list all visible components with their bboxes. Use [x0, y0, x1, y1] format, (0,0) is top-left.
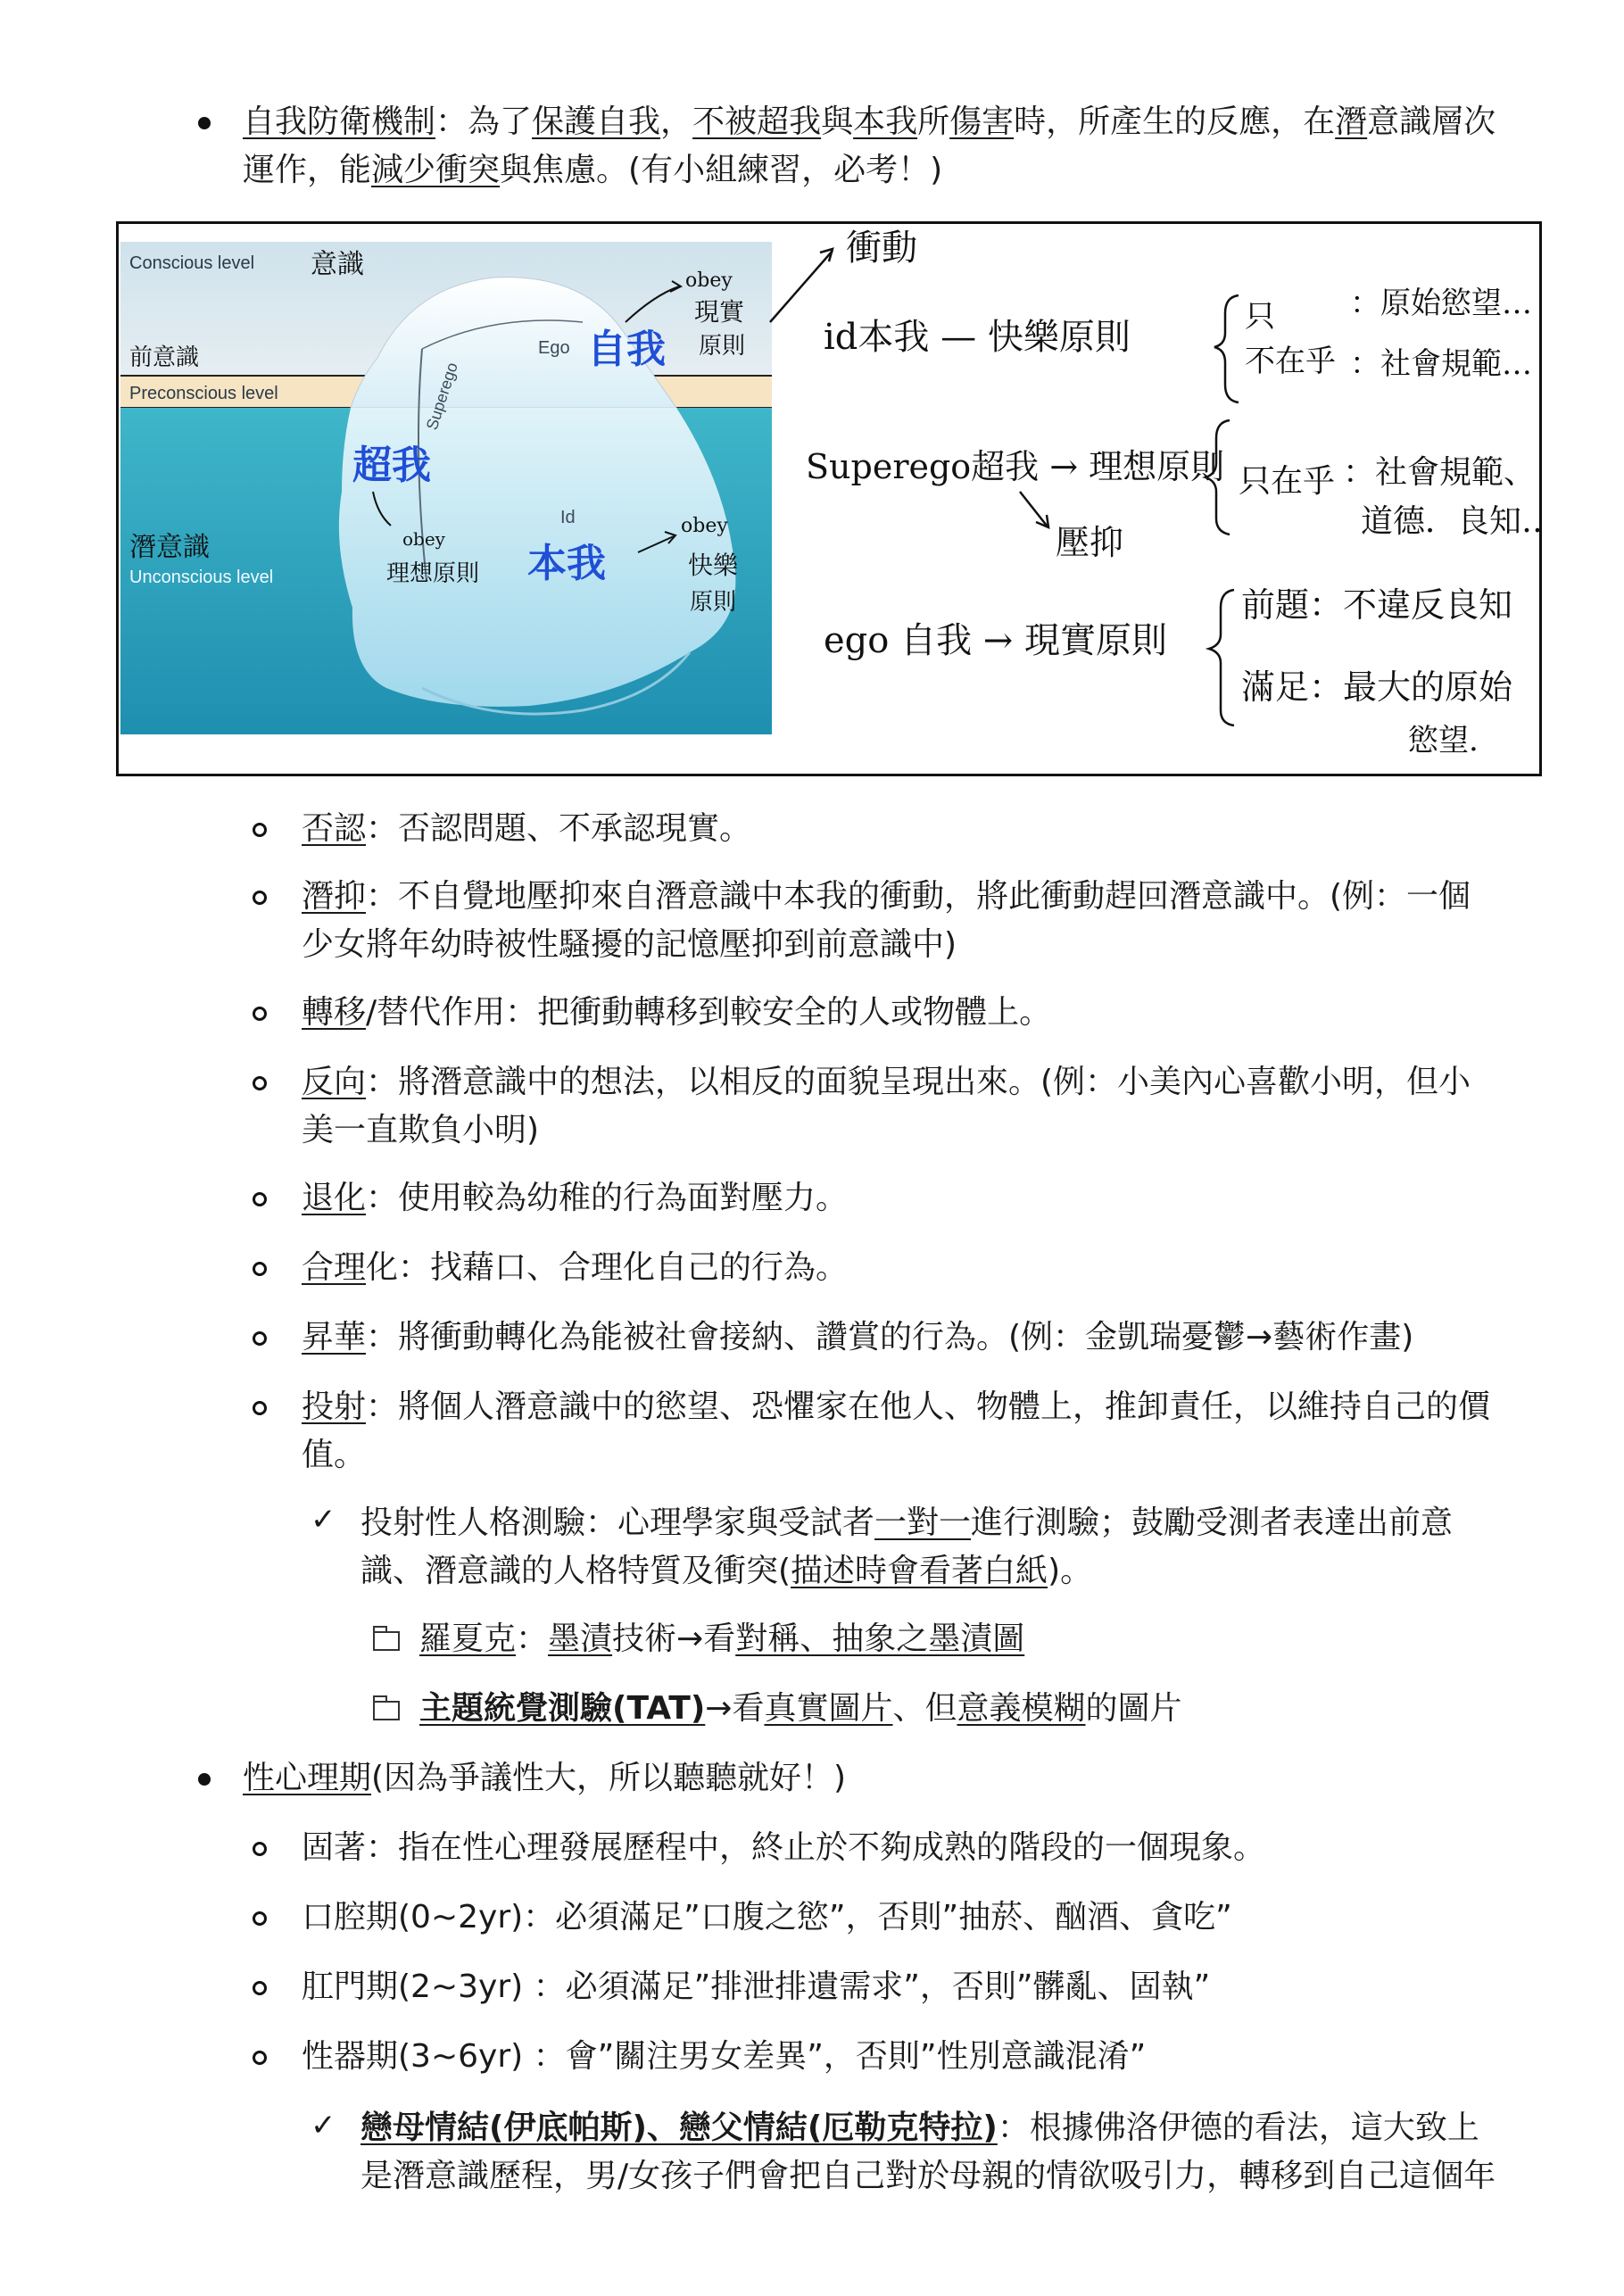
svg-text:滿足：最大的原始: 滿足：最大的原始: [1241, 667, 1513, 707]
bullet-circle: [253, 1981, 267, 1995]
mechanism-regression: 退化：使用較為幼稚的行為面對壓力。: [302, 1180, 849, 1216]
id-zh-label: 本我: [527, 541, 606, 586]
svg-text:：原始慾望…: ：原始慾望…: [1350, 286, 1532, 321]
figure-frame: [116, 221, 1542, 776]
svg-text:現實: 現實: [694, 297, 745, 327]
check-icon: ✓: [311, 2108, 336, 2143]
mechanism-reaction-formation: 反向：將潛意識中的想法，以相反的面貌呈現出來。(例：小美內心喜歡小明，但小: [302, 1064, 1471, 1100]
preconscious-zh-label: 前意識: [129, 344, 200, 371]
mechanism-rationalization: 合理化：找藉口、合理化自己的行為。: [302, 1249, 849, 1286]
ego-en-label: Ego: [538, 338, 570, 358]
svg-text:原則: 原則: [699, 333, 746, 360]
folder-icon: [373, 1701, 400, 1720]
svg-text:不在乎: 不在乎: [1245, 344, 1336, 379]
mechanism-projection: 投射：將個人潛意識中的慾望、恐懼家在他人、物體上，推卸責任，以維持自己的價: [302, 1388, 1491, 1425]
mechanism-repression: 潛抑：不自覺地壓抑來自潛意識中本我的衝動，將此衝動趕回潛意識中。(例：一個: [302, 878, 1471, 915]
bullet-circle: [253, 1401, 267, 1415]
preconscious-level-label: Preconscious level: [129, 384, 278, 403]
svg-text:obey: obey: [402, 528, 445, 550]
check-icon: ✓: [311, 1502, 336, 1538]
projective-test-line-1: 投射性人格測驗：心理學家與受試者一對一進行測驗；鼓勵受測者表達出前意: [360, 1504, 1454, 1541]
bullet-circle: [253, 1911, 267, 1926]
intro-line-1: 自我防衛機制：為了保護自我，不被超我與本我所傷害時，所產生的反應，在潛意識層次: [243, 104, 1496, 140]
projective-test-line-2: 識、潛意識的人格特質及衝突(描述時會看著白紙)。: [360, 1553, 1093, 1589]
conscious-level-label: Conscious level: [129, 253, 255, 273]
bullet-circle: [253, 823, 267, 837]
mechanism-projection-cont: 值。: [302, 1437, 367, 1473]
iceberg-illustration: [120, 242, 772, 734]
id-en-label: Id: [560, 508, 576, 527]
mechanism-denial: 否認：否認問題、不承認現實。: [302, 810, 752, 847]
note-impulse: 衝動: [846, 228, 917, 269]
folder-icon: [373, 1631, 400, 1651]
bullet-disc: [198, 117, 211, 129]
intro-line-2: 運作，能減少衝突與焦慮。(有小組練習，必考！): [243, 152, 943, 188]
bullet-circle: [253, 1331, 267, 1346]
note-id-line: id本我 — 快樂原則: [824, 317, 1131, 358]
svg-text:obey: obey: [685, 269, 733, 292]
bullet-circle: [253, 1076, 267, 1090]
psychosexual-phallic: 性器期(3~6yr) ：會”關注男女差異”，否則”性別意識混淆”: [302, 2038, 1147, 2075]
svg-text:快樂: 快樂: [688, 551, 739, 580]
bullet-circle: [253, 1192, 267, 1206]
note-superego-line: Superego超我 → 理想原則: [806, 447, 1225, 486]
bullet-circle: [253, 1007, 267, 1021]
rorschach-line: 羅夏克：墨漬技術→看對稱、抽象之墨漬圖: [419, 1620, 1025, 1657]
ego-zh-label: 自我: [587, 327, 666, 372]
figure-svg: [119, 224, 1539, 774]
bullet-disc: [198, 1773, 211, 1786]
mechanism-reaction-formation-cont: 美一直欺負小明): [302, 1112, 540, 1148]
superego-en-label: Superego: [422, 360, 461, 433]
svg-text:道德．良知…: 道德．良知…: [1361, 503, 1539, 540]
psychosexual-title: 性心理期(因為爭議性大，所以聽聽就好！): [243, 1760, 847, 1796]
unconscious-level-label: Unconscious level: [129, 568, 274, 587]
svg-text:obey: obey: [681, 515, 728, 537]
mechanism-displacement: 轉移/替代作用：把衝動轉移到較安全的人或物體上。: [302, 994, 1052, 1031]
svg-text:慾望.: 慾望.: [1408, 723, 1479, 758]
oedipus-line-1: 戀母情結(伊底帕斯)、戀父情結(厄勒克特拉)：根據佛洛伊德的看法，這大致上: [360, 2110, 1479, 2146]
svg-text:原則: 原則: [690, 589, 737, 616]
svg-text:只在乎: 只在乎: [1239, 463, 1336, 500]
oedipus-line-2: 是潛意識歷程，男/女孩子們會把自己對於母親的情欲吸引力，轉移到自己這個年: [360, 2158, 1496, 2194]
conscious-zh-label: 意識: [311, 249, 364, 280]
svg-text:前題：不違反良知: 前題：不違反良知: [1241, 585, 1513, 625]
svg-text:壓抑: 壓抑: [1056, 523, 1124, 562]
svg-text:理想原則: 理想原則: [386, 560, 480, 587]
mechanism-repression-cont: 少女將年幼時被性騷擾的記憶壓抑到前意識中): [302, 926, 957, 963]
psychosexual-oral: 口腔期(0~2yr)：必須滿足”口腹之慾”，否則”抽菸、酗酒、貪吃”: [302, 1899, 1232, 1935]
mechanism-sublimation: 昇華：將衝動轉化為能被社會接納、讚賞的行為。(例：金凱瑞憂鬱→藝術作畫): [302, 1319, 1414, 1355]
psychosexual-anal: 肛門期(2~3yr) ：必須滿足”排泄排遺需求”，否則”髒亂、固執”: [302, 1969, 1211, 2005]
svg-text:：社會規範、: ：社會規範、: [1343, 454, 1537, 491]
term-defense-mechanism: 自我防衛機制: [243, 104, 436, 140]
unconscious-zh-label: 潛意識: [129, 532, 210, 563]
psychosexual-fixation: 固著：指在性心理發展歷程中，終止於不夠成熟的階段的一個現象。: [302, 1829, 1266, 1866]
svg-text:只: 只: [1245, 299, 1275, 335]
bullet-circle: [253, 1262, 267, 1276]
note-ego-line: ego 自我 → 現實原則: [824, 620, 1168, 661]
handwritten-notes: [770, 228, 1539, 758]
bullet-circle: [253, 2051, 267, 2065]
tat-line: 主題統覺測驗(TAT)→看真實圖片、但意義模糊的圖片: [419, 1690, 1182, 1727]
bullet-circle: [253, 891, 267, 905]
superego-zh-label: 超我: [352, 443, 431, 488]
svg-text:：社會規範…: ：社會規範…: [1350, 346, 1532, 382]
bullet-circle: [253, 1842, 267, 1856]
